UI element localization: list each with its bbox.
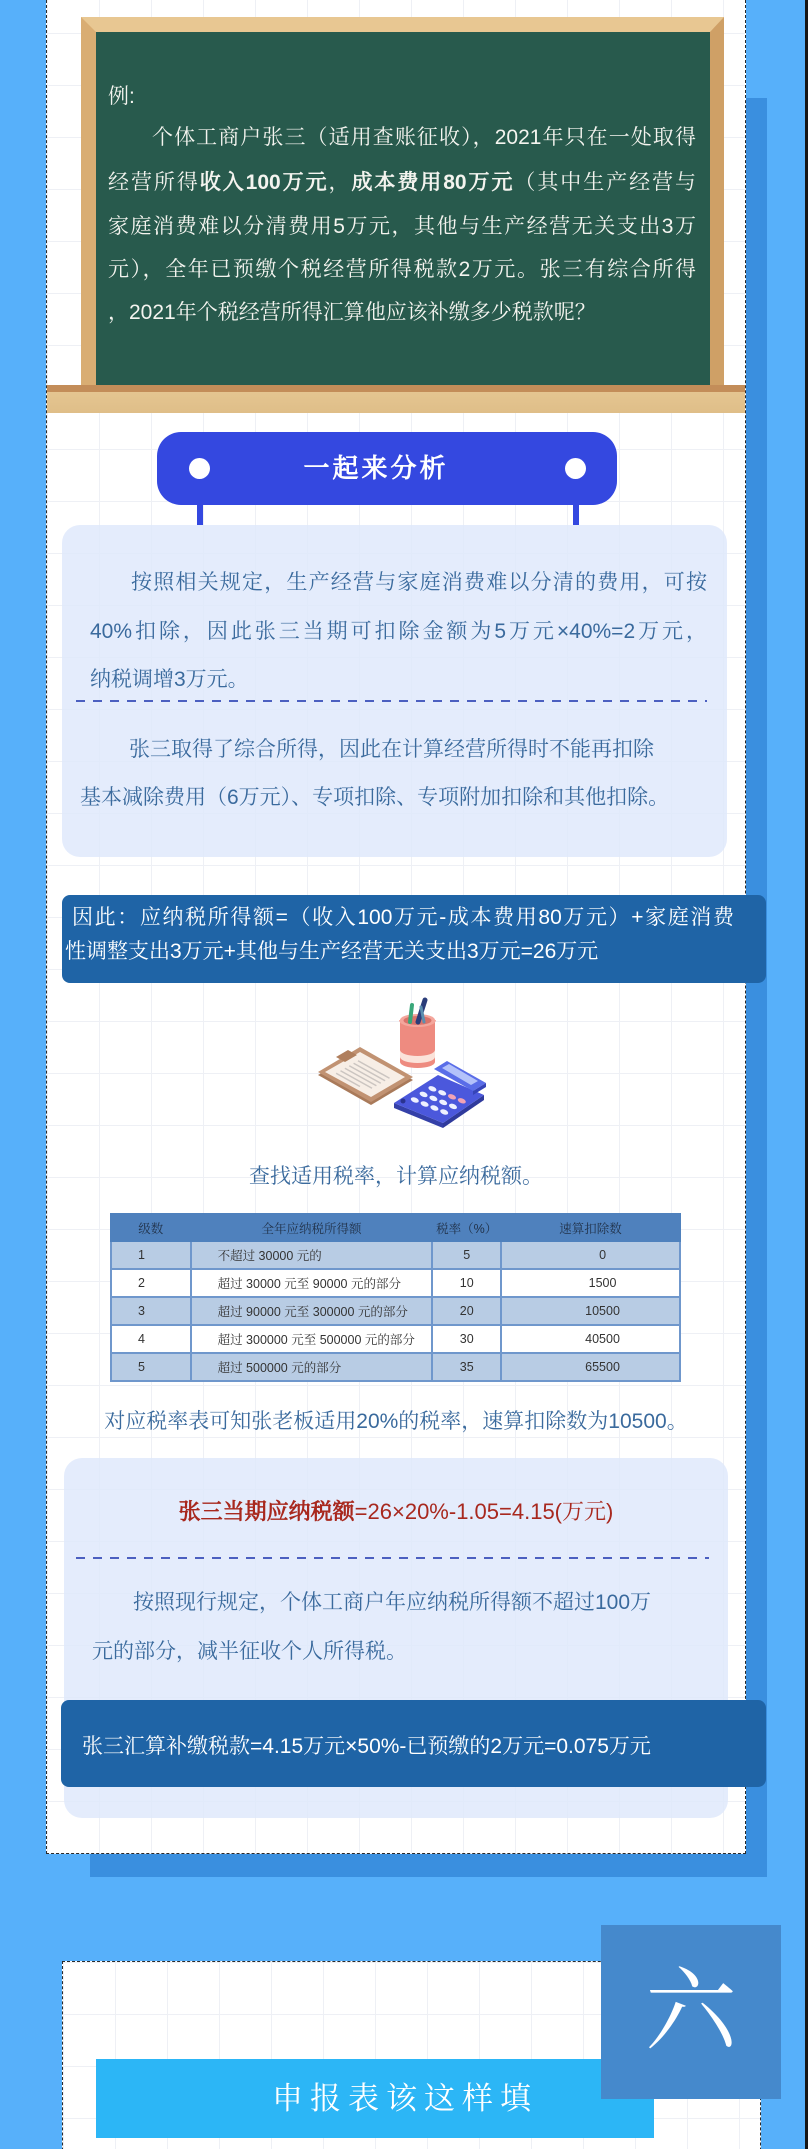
example-line-2 <box>108 168 696 198</box>
blackboard-frame <box>81 17 724 385</box>
tax-formula-label: 张三当期应纳税额 <box>178 1499 355 1524</box>
cell-rate: 10 <box>432 1269 501 1297</box>
example-line-5: ，2021年个税经营所得汇算他应该补缴多少税款呢？ <box>108 301 596 324</box>
cell-income-range: 超过 30000 元至 90000 元的部分 <box>191 1269 433 1297</box>
analysis-banner <box>157 432 617 505</box>
header-quick-deduction: 速算扣除数 <box>501 1214 680 1241</box>
blackboard-shelf <box>47 392 745 413</box>
cell-rate: 35 <box>432 1353 501 1381</box>
para1-line-2: 40%扣除，因此张三当期可扣除金额为5万元×40%=2万元， <box>90 620 707 643</box>
blackboard-shelf-edge <box>47 385 745 392</box>
cell-level: 3 <box>111 1297 191 1325</box>
header-level: 级数 <box>111 1214 191 1241</box>
cell-rate: 5 <box>432 1241 501 1269</box>
cell-level: 2 <box>111 1269 191 1297</box>
table-row <box>111 1297 680 1325</box>
tax-payable-formula <box>64 1497 728 1527</box>
header-rate: 税率（%） <box>432 1214 501 1241</box>
income-highlight: 收入100万元 <box>199 171 329 194</box>
table-row <box>111 1353 680 1381</box>
pencil-cup-icon <box>400 1000 435 1068</box>
cell-income-range: 超过 90000 元至 300000 元的部分 <box>191 1297 433 1325</box>
para2-line-2: 基本减除费用（6万元）、专项扣除、专项附加扣除和其他扣除。 <box>80 786 670 809</box>
office-supplies-illustration <box>300 995 500 1135</box>
cell-quick-deduction: 40500 <box>501 1325 680 1353</box>
example-text: 经营所得 <box>108 171 200 194</box>
para2-line-1: 张三取得了综合所得，因此在计算经营所得时不能再扣除 <box>129 738 654 761</box>
result-formula: 张三汇算补缴税款=4.15万元×50%-已预缴的2万元=0.075万元 <box>82 1735 651 1758</box>
cell-quick-deduction: 10500 <box>501 1297 680 1325</box>
tax-rate-table <box>110 1213 681 1382</box>
cell-rate: 20 <box>432 1297 501 1325</box>
cell-level: 5 <box>111 1353 191 1381</box>
table-row <box>111 1241 680 1269</box>
section-six-title: 申报表该这样填 <box>96 2059 654 2138</box>
taxable-income-line-2: 性调整支出3万元+其他与生产经营无关支出3万元=26万元 <box>65 940 599 963</box>
para1-line-1: 按照相关规定，生产经营与家庭消费难以分清的费用，可按 <box>131 571 707 594</box>
example-line-3: 家庭消费难以分清费用5万元，其他与生产经营无关支出3万 <box>108 215 696 238</box>
table-row <box>111 1325 680 1353</box>
clipboard-icon <box>318 1047 413 1105</box>
header-taxable-income: 全年应纳税所得额 <box>191 1214 433 1241</box>
banner-leg-right <box>573 505 579 525</box>
cell-rate: 30 <box>432 1325 501 1353</box>
para1-line-3: 纳税调增3万元。 <box>90 668 249 691</box>
cell-quick-deduction: 1500 <box>501 1269 680 1297</box>
cell-quick-deduction: 65500 <box>501 1353 680 1381</box>
table-row <box>111 1269 680 1297</box>
table-header-row <box>111 1214 680 1241</box>
example-line-4: 元），全年已预缴个税经营所得税款2万元。张三有综合所得 <box>108 258 696 281</box>
example-label: 例: <box>108 85 135 108</box>
cell-income-range: 超过 300000 元至 500000 元的部分 <box>191 1325 433 1353</box>
calculator-icon <box>394 1061 486 1128</box>
halving-rule-line-1: 按照现行规定，个体工商户年应纳税所得额不超过100万 <box>133 1591 652 1614</box>
cell-quick-deduction: 0 <box>501 1241 680 1269</box>
dashed-divider <box>76 700 707 702</box>
example-text: ， <box>328 171 352 194</box>
cell-income-range: 超过 500000 元的部分 <box>191 1353 433 1381</box>
analysis-title: 一起来分析 <box>303 453 449 483</box>
cell-income-range: 不超过 30000 元的 <box>191 1241 433 1269</box>
cell-level: 1 <box>111 1241 191 1269</box>
example-text: （其中生产经营与 <box>514 171 697 194</box>
cost-highlight: 成本费用80万元 <box>351 171 515 194</box>
dashed-divider <box>76 1557 709 1559</box>
section-six-number: 六 <box>601 1925 781 2099</box>
cell-level: 4 <box>111 1325 191 1353</box>
banner-leg-left <box>197 505 203 525</box>
rate-conclusion: 对应税率表可知张老板适用20%的税率，速算扣除数为10500。 <box>104 1410 688 1433</box>
halving-rule-line-2: 元的部分，减半征收个人所得税。 <box>92 1640 407 1663</box>
taxable-income-line-1: 因此：应纳税所得额=（收入100万元-成本费用80万元）+家庭消费 <box>72 906 734 929</box>
example-line-1: 个体工商户张三（适用查账征收），2021年只在一处取得 <box>152 126 696 149</box>
tax-formula-expression: =26×20%-1.05=4.15(万元) <box>354 1499 614 1524</box>
rate-caption: 查找适用税率，计算应纳税额。 <box>249 1165 543 1188</box>
